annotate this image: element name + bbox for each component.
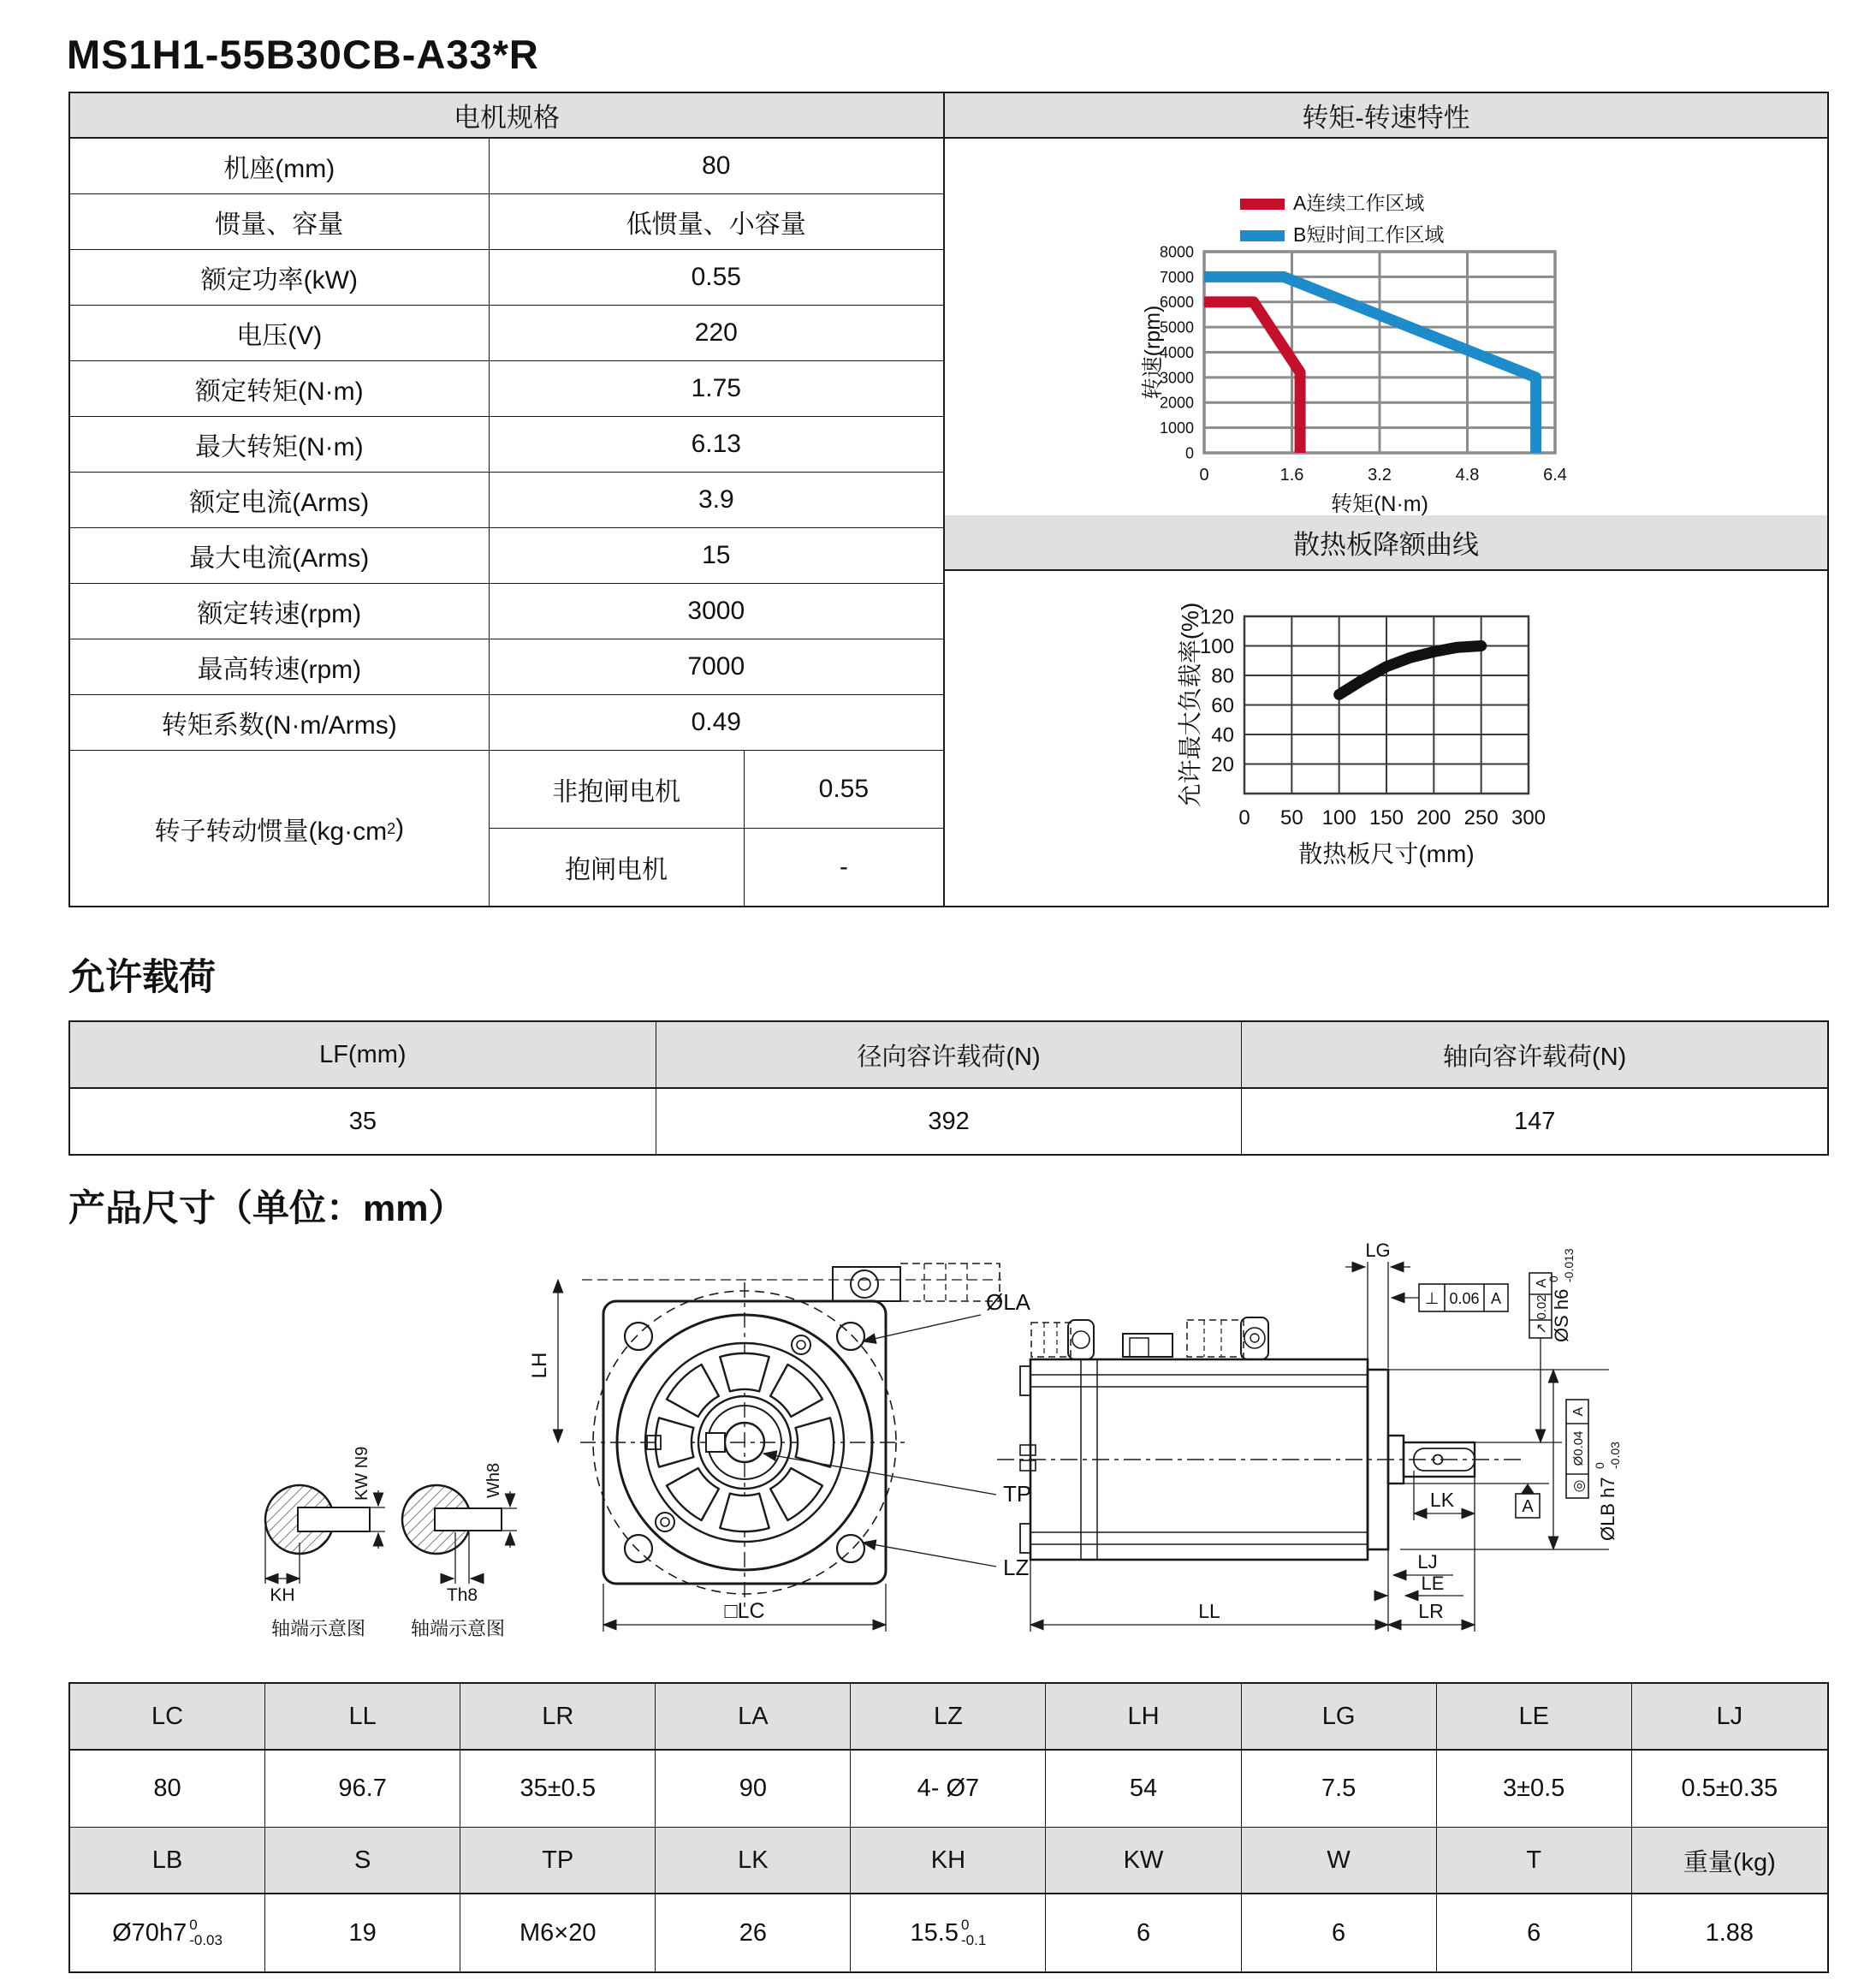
spec-label: 惯量、容量 — [70, 194, 490, 249]
dim-th8-label: Th8 — [446, 1585, 478, 1605]
spec-left-half — [70, 93, 945, 906]
x-tick-label: 4.8 — [1455, 466, 1480, 485]
table-header-row — [70, 1022, 1827, 1089]
table-row — [70, 473, 943, 528]
series-line — [1339, 646, 1481, 695]
load-header: 径向容许载荷(N) — [656, 1022, 1243, 1087]
dims-value-kh — [851, 1894, 1046, 1971]
spec-label: 转矩系数(N·m/Arms) — [70, 695, 490, 750]
dims-value: 90 — [656, 1751, 851, 1827]
x-tick-label: 1.6 — [1279, 466, 1304, 485]
dims-header: KH — [851, 1828, 1046, 1893]
y-axis-title: 转速(rpm) — [1141, 305, 1165, 400]
inertia-sub-label: 抱闸电机 — [490, 829, 745, 906]
table-row — [70, 306, 943, 361]
spec-value: 220 — [694, 318, 738, 347]
legend-label: B短时间工作区域 — [1293, 223, 1445, 246]
pilot-diameter-sub: -0.03 — [1608, 1442, 1622, 1469]
dims-value: 4- Ø7 — [851, 1751, 1046, 1827]
torque-speed-chart — [945, 139, 1827, 515]
dim-lj-label: LJ — [1417, 1551, 1438, 1573]
kh-sub: -0.1 — [961, 1932, 987, 1948]
runout-icon: ↗ — [1535, 1323, 1549, 1335]
dim-lh-label: LH — [528, 1352, 551, 1379]
charts-half — [945, 93, 1827, 906]
spec-label: 机座(mm) — [70, 139, 490, 193]
table-row — [70, 1894, 1827, 1971]
table-row — [490, 751, 943, 829]
y-tick-label: 5000 — [1159, 318, 1194, 336]
load-value: 392 — [656, 1089, 1243, 1154]
table-row — [70, 417, 943, 473]
y-tick-label: 1000 — [1159, 419, 1194, 437]
y-axis-title: 允许最大负载率(%) — [1177, 602, 1203, 808]
table-header-row — [70, 1828, 1827, 1894]
spec-value: 低惯量、小容量 — [626, 211, 806, 239]
spec-label: 最大电流(Arms) — [70, 528, 490, 583]
dimensions-table — [68, 1682, 1829, 1973]
dims-header: LK — [656, 1828, 851, 1893]
spec-value: 6.13 — [691, 430, 741, 458]
inertia-label: 转子转动惯量(kg·cm 2 ) — [70, 751, 490, 906]
x-tick-label: 3.2 — [1368, 466, 1392, 485]
dims-value: 1.88 — [1705, 1918, 1754, 1947]
dims-header: W — [1242, 1828, 1437, 1893]
dims-value: 80 — [70, 1751, 265, 1827]
dims-header: LG — [1242, 1684, 1437, 1749]
runout-datum-ref: A — [1535, 1278, 1549, 1288]
shaft-diameter-sup: 0 — [1547, 1275, 1560, 1282]
allowable-load-table — [68, 1020, 1829, 1156]
lb-sup: 0 — [189, 1916, 198, 1933]
x-tick-label: 0 — [1238, 806, 1250, 829]
derating-chart — [945, 571, 1827, 909]
load-section-title: 允许载荷 — [68, 957, 216, 998]
inertia-subrows — [490, 751, 943, 906]
concentricity-datum-ref: A — [1571, 1406, 1586, 1417]
spec-label: 最大转矩(N·m) — [70, 417, 490, 472]
shaft-end-view-2 — [402, 1485, 517, 1584]
inertia-sub-value: - — [839, 853, 848, 881]
y-tick-label: 80 — [1211, 664, 1234, 688]
dims-section-title: 产品尺寸（单位：mm） — [68, 1188, 466, 1229]
spec-value: 1.75 — [691, 374, 741, 402]
dims-header: 重量(kg) — [1683, 1848, 1776, 1876]
shaft-view2-caption: 轴端示意图 — [410, 1618, 506, 1639]
dims-value: 54 — [1046, 1751, 1241, 1827]
x-tick-label: 300 — [1511, 806, 1547, 829]
spec-label: 电压(V) — [70, 306, 490, 360]
dim-kh-label: KH — [270, 1585, 295, 1605]
dim-lr-label: LR — [1418, 1600, 1444, 1622]
callout-tp-label: TP — [1003, 1481, 1032, 1507]
legend-swatch — [1240, 199, 1285, 210]
load-value: 35 — [70, 1089, 656, 1154]
dim-wh8-label: Wh8 — [484, 1462, 503, 1498]
dims-header: LZ — [851, 1684, 1046, 1749]
x-axis-title: 散热板尺寸(mm) — [1298, 841, 1475, 867]
dims-header: LB — [70, 1828, 265, 1893]
dims-header: LJ — [1716, 1702, 1743, 1730]
spec-value: 7000 — [687, 652, 745, 681]
inertia-sub-value: 0.55 — [818, 775, 870, 803]
inertia-sub-label: 非抱闸电机 — [490, 751, 745, 828]
spec-label: 额定转矩(N·m) — [70, 361, 490, 416]
dims-value: 19 — [265, 1894, 460, 1971]
lb-base: Ø70h7 — [112, 1918, 187, 1947]
dims-header: LA — [656, 1684, 851, 1749]
dims-value: 96.7 — [265, 1751, 460, 1827]
y-tick-label: 8000 — [1159, 243, 1194, 261]
y-tick-label: 20 — [1211, 753, 1234, 777]
load-header: 轴向容许载荷(N) — [1443, 1043, 1627, 1071]
lb-sub: -0.03 — [189, 1932, 223, 1948]
concentricity-icon: ◎ — [1570, 1479, 1587, 1493]
legend-label: A连续工作区域 — [1293, 192, 1425, 214]
dim-kw-label: KW N9 — [353, 1446, 371, 1501]
spec-label: 额定转速(rpm) — [70, 584, 490, 639]
spec-value: 0.49 — [691, 708, 741, 736]
dim-lc-label: □LC — [724, 1599, 765, 1623]
inertia-suffix: ) — [395, 813, 405, 842]
dim-ll-label: LL — [1198, 1600, 1220, 1622]
x-tick-label: 250 — [1463, 806, 1499, 829]
y-tick-label: 7000 — [1159, 268, 1194, 286]
dim-lg-label: LG — [1365, 1241, 1391, 1261]
torque-speed-chart-svg — [945, 139, 1827, 515]
x-tick-label: 0 — [1199, 466, 1209, 485]
kh-sup: 0 — [961, 1916, 970, 1933]
derating-chart-header: 散热板降额曲线 — [945, 515, 1827, 571]
dims-header: TP — [460, 1828, 656, 1893]
y-tick-label: 60 — [1211, 694, 1234, 718]
dims-header: S — [265, 1828, 460, 1893]
spec-value: 80 — [702, 152, 731, 180]
motor-front-view — [558, 1264, 1001, 1632]
perpendicularity-icon: ⊥ — [1424, 1290, 1440, 1308]
table-row — [70, 194, 943, 250]
callout-la-label: ØLA — [986, 1289, 1031, 1315]
y-tick-label: 4000 — [1159, 343, 1194, 361]
y-tick-label: 120 — [1199, 605, 1234, 629]
y-tick-label: 0 — [1184, 444, 1194, 462]
dims-header: LC — [70, 1684, 265, 1749]
motor-face-slot — [720, 1494, 769, 1531]
dims-value: M6×20 — [460, 1894, 656, 1971]
dims-value: 6 — [1437, 1894, 1632, 1971]
dims-value: 3±0.5 — [1437, 1751, 1632, 1827]
runout-tolerance-value: 0.02 — [1535, 1294, 1549, 1320]
table-row — [70, 1751, 1827, 1828]
derating-chart-svg — [945, 571, 1827, 909]
dims-header: KW — [1046, 1828, 1241, 1893]
perp-datum-ref: A — [1490, 1290, 1502, 1307]
x-tick-label: 150 — [1368, 806, 1404, 829]
pilot-diameter-sup: 0 — [1593, 1462, 1606, 1469]
motor-face-slot — [720, 1353, 769, 1391]
dim-le-label: LE — [1421, 1573, 1445, 1594]
dims-value: 26 — [656, 1894, 851, 1971]
y-tick-label: 100 — [1199, 635, 1234, 659]
dims-value: 35±0.5 — [460, 1751, 656, 1827]
dimension-drawing — [68, 1241, 1829, 1669]
shaft-diameter-sub: -0.013 — [1562, 1248, 1576, 1282]
motor-face-slot — [796, 1418, 834, 1466]
spec-value: 3000 — [687, 597, 745, 625]
datum-a-label: A — [1522, 1497, 1534, 1516]
table-row — [70, 695, 943, 751]
dims-value: 6 — [1242, 1894, 1437, 1971]
concentricity-tolerance-value: Ø0.04 — [1571, 1430, 1586, 1466]
dims-header: LR — [460, 1684, 656, 1749]
y-tick-label: 6000 — [1159, 294, 1194, 312]
callout-lz-label: LZ — [1003, 1555, 1030, 1580]
shaft-diameter-spec: ØS h6 — [1551, 1288, 1572, 1342]
spec-value: 0.55 — [691, 263, 741, 291]
dims-value: 6 — [1046, 1894, 1241, 1971]
torque-chart-header: 转矩-转速特性 — [945, 93, 1827, 139]
dims-header: T — [1437, 1828, 1632, 1893]
perp-tolerance-value: 0.06 — [1449, 1290, 1480, 1307]
spec-value: 3.9 — [698, 485, 734, 514]
motor-side-view — [997, 1262, 1609, 1632]
y-tick-label: 40 — [1211, 723, 1234, 747]
dims-header: LH — [1046, 1684, 1241, 1749]
table-row — [70, 1089, 1827, 1154]
table-row — [70, 639, 943, 695]
motor-spec-table — [68, 92, 1829, 907]
x-axis-title: 转矩(N·m) — [1331, 492, 1428, 515]
table-row — [70, 139, 943, 194]
legend-swatch — [1240, 230, 1285, 241]
pilot-diameter-spec: ØLB h7 — [1597, 1477, 1618, 1541]
y-tick-label: 2000 — [1159, 394, 1194, 412]
table-row — [490, 829, 943, 906]
x-tick-label: 100 — [1321, 806, 1357, 829]
inertia-row — [70, 751, 943, 906]
dims-value: 0.5±0.35 — [1681, 1775, 1778, 1802]
kh-base: 15.5 — [910, 1918, 959, 1947]
load-value: 147 — [1513, 1107, 1556, 1135]
spec-label: 额定功率(kW) — [70, 250, 490, 305]
x-tick-label: 6.4 — [1543, 466, 1567, 485]
table-row — [70, 361, 943, 417]
table-header-row — [70, 1684, 1827, 1751]
dims-header: LL — [265, 1684, 460, 1749]
y-tick-label: 3000 — [1159, 369, 1194, 387]
shaft-view1-caption: 轴端示意图 — [270, 1618, 366, 1639]
table-row — [70, 250, 943, 306]
spec-value: 15 — [702, 541, 731, 569]
page-title: MS1H1-55B30CB-A33*R — [67, 32, 539, 77]
load-header: LF(mm) — [70, 1022, 656, 1087]
spec-table-header: 电机规格 — [70, 93, 943, 139]
table-row — [70, 528, 943, 584]
x-tick-label: 200 — [1416, 806, 1452, 829]
dims-value-lb — [70, 1894, 265, 1971]
spec-label: 最高转速(rpm) — [70, 639, 490, 694]
inertia-label-text: 转子转动惯量(kg·cm — [154, 817, 388, 846]
dims-header: LE — [1437, 1684, 1632, 1749]
table-row — [70, 584, 943, 639]
x-tick-label: 50 — [1279, 806, 1303, 829]
spec-label: 额定电流(Arms) — [70, 473, 490, 527]
dims-value: 7.5 — [1242, 1751, 1437, 1827]
dim-lk-label: LK — [1429, 1489, 1455, 1511]
